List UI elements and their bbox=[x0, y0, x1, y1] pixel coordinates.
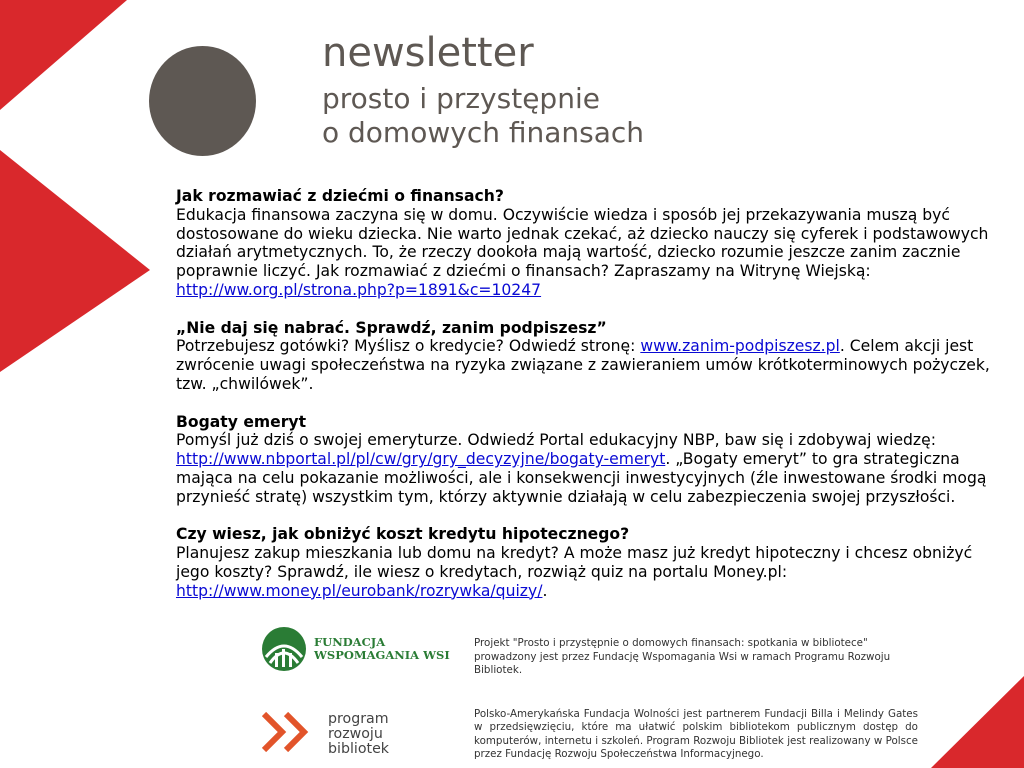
article bbox=[176, 413, 1006, 507]
newsletter-title: newsletter bbox=[322, 30, 534, 76]
gray-circle-decoration bbox=[149, 46, 256, 156]
prb-logo-text: program rozwoju bibliotek bbox=[328, 711, 390, 757]
article-link[interactable]: http://www.nbportal.pl/pl/cw/gry/gry_decyzyjne/bogaty-emeryt bbox=[176, 450, 666, 469]
fws-logo bbox=[262, 627, 450, 671]
article-body: Potrzebujesz gotówki? Myślisz o kredycie? Odwiedź stronę: www.zanim-podpiszesz.pl. Celem akcji jest zwrócenie uwagi społeczeństwa na ryzyka związane z zawieraniem umów krótkoterminowych pożyczek, tzw. „chwilówek”. bbox=[176, 337, 990, 393]
red-triangle-bottom-right bbox=[931, 676, 1024, 768]
article-link[interactable]: http://www.money.pl/eurobank/rozrywka/quizy/ bbox=[176, 581, 543, 600]
fws-globe-icon bbox=[262, 627, 306, 671]
double-chevron-icon bbox=[262, 712, 312, 752]
article-body: Planujesz zakup mieszkania lub domu na kredyt? A może masz już kredyt hipoteczny i chcesz obniżyć jego koszty? Sprawdź, ile wiesz o kredytach, rozwiąż quiz na portalu Money.pl: http://www.money.pl/eurobank/rozrywka/quizy/. bbox=[176, 544, 973, 600]
article-title: Czy wiesz, jak obniżyć koszt kredytu hipotecznego? bbox=[176, 525, 630, 544]
article-title: Bogaty emeryt bbox=[176, 412, 307, 431]
article bbox=[176, 319, 1006, 394]
article bbox=[176, 187, 1006, 300]
article-body: Edukacja finansowa zaczyna się w domu. Oczywiście wiedza i sposób jej przekazywania muszą być dostosowane do wieku dziecka. Nie warto jednak czekać, aż dziecko nauczy się cyferek i podstawowych działań arytmetycznych. To, że rzeczy dookoła mają wartość, dziecko rozumie jeszcze zanim zacznie poprawnie liczyć. Jak rozmawiać z dziećmi o finansach? Zapraszamy na Witrynę Wiejską: http://ww.org.pl/strona.php?p=1891&c=10247 bbox=[176, 205, 989, 299]
newsletter-subtitle-line2: o domowych finansach bbox=[322, 116, 645, 149]
article-link[interactable]: www.zanim-podpiszesz.pl bbox=[640, 337, 840, 356]
article-link[interactable]: http://ww.org.pl/strona.php?p=1891&c=10247 bbox=[176, 280, 542, 299]
newsletter-subtitle-line1: prosto i przystępnie bbox=[322, 82, 600, 115]
article-body: Pomyśl już dziś o swojej emeryturze. Odwiedź Portal edukacyjny NBP, baw się i zdobywaj wiedzę: http://www.nbportal.pl/pl/cw/gry/gry_decyzyjne/bogaty-emeryt. „Bogaty emeryt” to gra strategiczna mająca na celu pokazanie możliwości, ale i konsekwencji inwestycyjnych (źle inwestowane środki mogą przynieść stratę) wszystkim tym, którzy aktywnie działają w celu zabezpieczenia swojej przyszłości. bbox=[176, 431, 987, 506]
project-info-text: Projekt "Prosto i przystępnie o domowych finansach: spotkania w bibliotece" prowadzony jest przez Fundację Wspomagania Wsi w ramach Programu Rozwoju Bibliotek. bbox=[474, 637, 891, 676]
fws-logo-text: FUNDACJA WSPOMAGANIA WSI bbox=[314, 635, 450, 662]
prb-logo bbox=[262, 712, 389, 757]
article-title: Jak rozmawiać z dziećmi o finansach? bbox=[176, 187, 504, 205]
article bbox=[176, 525, 1006, 600]
partner-info-text: Polsko-Amerykańska Fundacja Wolności jest partnerem Fundacji Billa i Melindy Gates w przedsięwzięciu, które ma ułatwić polskim bibliotekom publicznym dostęp do komputerów, internetu i szkoleń. Program Rozwoju Bibliotek jest realizowany w Polsce przez Fundację Rozwoju Społeczeństwa Informacyjnego. bbox=[474, 708, 918, 761]
newsletter-content bbox=[176, 187, 1006, 619]
red-chevron-left bbox=[0, 150, 150, 372]
red-triangle-left bbox=[0, 0, 127, 110]
article-title: „Nie daj się nabrać. Sprawdź, zanim podpiszesz” bbox=[176, 318, 607, 337]
masthead bbox=[322, 30, 644, 150]
